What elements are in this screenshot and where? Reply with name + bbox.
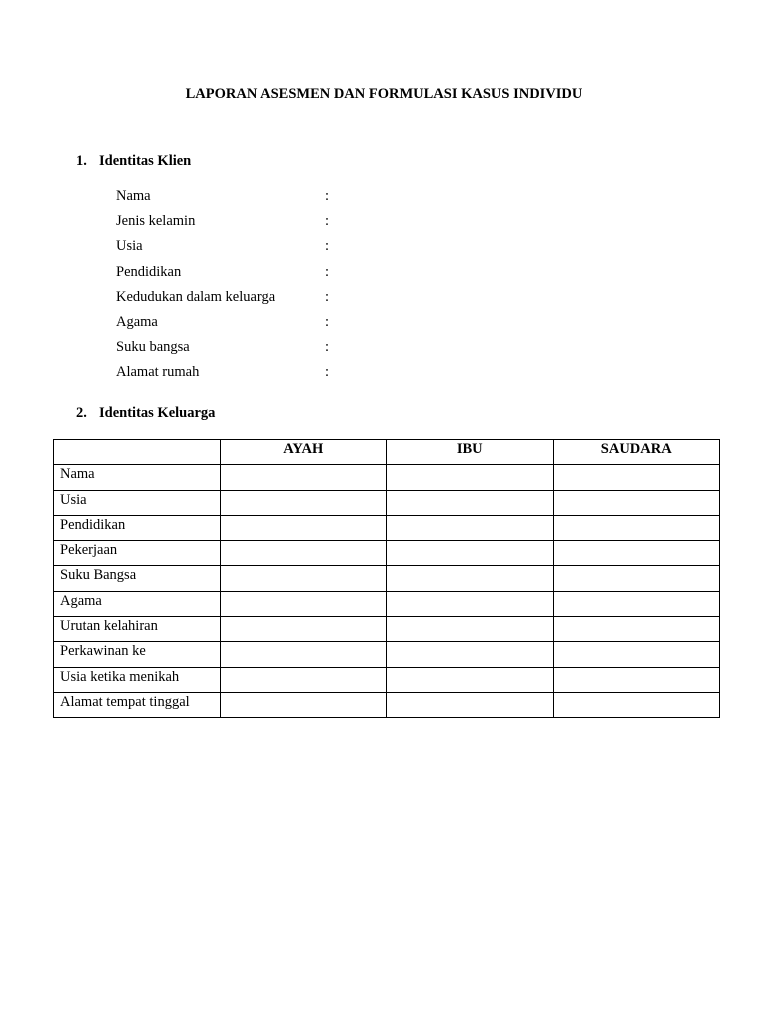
column-header-ibu: IBU xyxy=(387,440,554,465)
table-row xyxy=(54,515,720,540)
table-row xyxy=(54,541,720,566)
table-cell xyxy=(553,515,720,540)
table-cell xyxy=(220,541,387,566)
table-cell xyxy=(387,566,554,591)
table-cell xyxy=(387,465,554,490)
field-colon: : xyxy=(325,263,330,280)
row-label: Pendidikan xyxy=(54,515,221,540)
field-label: Nama xyxy=(116,188,151,204)
field-row xyxy=(116,362,416,387)
row-label: Usia ketika menikah xyxy=(54,667,221,692)
field-colon: : xyxy=(325,213,330,230)
row-label: Alamat tempat tinggal xyxy=(54,692,221,717)
field-row xyxy=(116,312,416,337)
table-cell xyxy=(220,617,387,642)
table-cell xyxy=(220,692,387,717)
client-identity-fields xyxy=(116,186,416,388)
table-cell xyxy=(387,515,554,540)
field-row xyxy=(116,236,416,261)
field-row xyxy=(116,337,416,362)
row-label: Nama xyxy=(54,465,221,490)
table-row xyxy=(54,566,720,591)
family-identity-table xyxy=(53,439,720,718)
field-label: Jenis kelamin xyxy=(116,213,196,230)
column-header-saudara: SAUDARA xyxy=(553,440,720,465)
table-cell xyxy=(220,667,387,692)
row-label: Pekerjaan xyxy=(54,541,221,566)
table-cell xyxy=(220,490,387,515)
table-cell xyxy=(387,642,554,667)
table-cell xyxy=(553,566,720,591)
table-cell xyxy=(220,515,387,540)
table-cell xyxy=(387,591,554,616)
table-cell xyxy=(553,692,720,717)
field-colon: : xyxy=(325,364,330,381)
field-colon: : xyxy=(325,288,330,305)
field-label: Pendidikan xyxy=(116,263,182,280)
section-number: 2. xyxy=(76,405,87,421)
table-cell xyxy=(387,490,554,515)
section-heading: Identitas Keluarga xyxy=(99,405,216,421)
table-row xyxy=(54,642,720,667)
field-colon: : xyxy=(325,188,330,204)
field-colon: : xyxy=(325,313,330,330)
row-label: Suku Bangsa xyxy=(54,566,221,591)
table-cell xyxy=(553,642,720,667)
field-row xyxy=(116,262,416,287)
table-cell xyxy=(220,465,387,490)
table-cell xyxy=(553,465,720,490)
table-cell xyxy=(553,591,720,616)
table-row xyxy=(54,692,720,717)
table-cell xyxy=(387,617,554,642)
table-cell xyxy=(387,667,554,692)
field-colon: : xyxy=(325,238,330,255)
row-label: Usia xyxy=(54,490,221,515)
field-colon: : xyxy=(325,339,330,356)
table-cell xyxy=(553,541,720,566)
table-row xyxy=(54,617,720,642)
column-header-ayah: AYAH xyxy=(220,440,387,465)
section-identitas-klien xyxy=(76,153,191,170)
document-title: LAPORAN ASESMEN DAN FORMULASI KASUS INDIVIDU xyxy=(185,86,583,102)
table-row xyxy=(54,490,720,515)
table-cell xyxy=(553,667,720,692)
field-label: Alamat rumah xyxy=(116,364,200,381)
field-label: Agama xyxy=(116,313,158,330)
table-row xyxy=(54,667,720,692)
table-cell xyxy=(553,490,720,515)
table-row xyxy=(54,591,720,616)
column-header xyxy=(54,440,221,465)
table-cell xyxy=(387,692,554,717)
field-label: Usia xyxy=(116,238,143,255)
row-label: Perkawinan ke xyxy=(54,642,221,667)
field-row xyxy=(116,287,416,312)
field-row xyxy=(116,211,416,236)
table-cell xyxy=(553,617,720,642)
section-identitas-keluarga xyxy=(76,405,215,422)
section-number: 1. xyxy=(76,153,87,169)
table-cell xyxy=(220,591,387,616)
table-cell xyxy=(220,566,387,591)
table-row xyxy=(54,465,720,490)
table-cell xyxy=(387,541,554,566)
field-row xyxy=(116,186,416,211)
field-label: Suku bangsa xyxy=(116,339,190,356)
table-cell xyxy=(220,642,387,667)
row-label: Agama xyxy=(54,591,221,616)
section-heading: Identitas Klien xyxy=(99,153,192,169)
field-label: Kedudukan dalam keluarga xyxy=(116,288,276,305)
table-header-row xyxy=(54,440,720,465)
row-label: Urutan kelahiran xyxy=(54,617,221,642)
